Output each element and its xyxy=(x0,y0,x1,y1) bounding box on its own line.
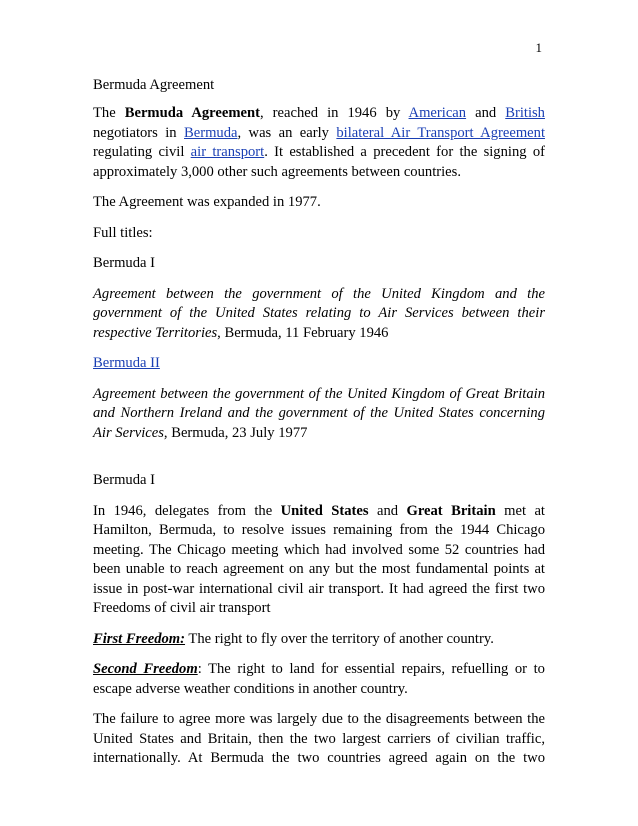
intro-text-4: negotiators in xyxy=(93,124,184,141)
link-british[interactable]: British xyxy=(505,105,545,121)
bermuda-1-heading: Bermuda I xyxy=(93,255,156,271)
failure-paragraph: The failure to agree more was largely due to the disagreements between the United States and Britain, then the two largest carriers of civilian traffic, internationally. At Bermuda the two countries agreed again on the two xyxy=(93,711,545,766)
second-freedom-text: : The right to land for essential repairs, refuelling or to escape adverse weather conditions in another country. xyxy=(93,661,545,697)
history-text-1: In 1946, delegates from the xyxy=(93,502,281,519)
section-heading-bermuda-1: Bermuda I xyxy=(93,472,156,488)
bermuda-2-heading xyxy=(93,354,545,374)
history-text-3: met at Hamilton, Bermuda, to resolve issues remaining from the 1944 Chicago meeting. The Chicago meeting which had involved some 52 countries had been unable to reach agreement on any but the most fundamental points at issue in post-war international civil air transport. It had agreed the first two Freedoms of civil air transport xyxy=(93,502,545,616)
intro-text-3: and xyxy=(466,105,506,121)
document-body xyxy=(93,104,545,780)
bermuda-2-title-italic: Agreement between the government of the United Kingdom of Great Britain and Northern Ireland and the government of the United States concerning Air Services xyxy=(93,385,545,441)
bermuda-2-full-title xyxy=(93,385,545,444)
full-titles-label: Full titles: xyxy=(93,224,153,241)
history-paragraph xyxy=(93,502,545,619)
second-freedom-paragraph xyxy=(93,660,545,699)
link-bilateral-air-transport-agreement[interactable]: bilateral Air Transport Agreement xyxy=(336,124,545,141)
bermuda-2-date: , Bermuda, 23 July 1977 xyxy=(163,424,308,441)
history-text-2: and xyxy=(368,502,407,519)
link-bermuda[interactable]: Bermuda xyxy=(184,124,238,141)
united-states-bold: United States xyxy=(280,502,369,519)
intro-text-2: , reached in 1946 by xyxy=(259,105,409,121)
document-page xyxy=(93,0,545,826)
first-freedom-label: First Freedom: xyxy=(93,630,186,647)
intro-paragraph xyxy=(93,104,545,182)
page-number: 1 xyxy=(535,40,542,55)
link-air-transport[interactable]: air transport xyxy=(190,144,265,160)
link-bermuda-ii[interactable]: Bermuda II xyxy=(93,355,160,371)
intro-text-6: regulating civil xyxy=(93,144,191,160)
intro-text-7: . It established a precedent for the signing of approximately 3,000 other such agreements between countries. xyxy=(93,144,545,180)
expanded-paragraph: The Agreement was expanded in 1977. xyxy=(93,194,321,210)
bermuda-1-full-title xyxy=(93,285,545,344)
bermuda-agreement-bold: Bermuda Agreement xyxy=(124,105,260,121)
bermuda-1-date: , Bermuda, 11 February 1946 xyxy=(217,324,389,341)
great-britain-bold: Great Britain xyxy=(406,502,496,519)
first-freedom-paragraph xyxy=(93,630,545,650)
link-american[interactable]: American xyxy=(408,105,467,121)
intro-text-5: , was an early xyxy=(237,124,337,141)
second-freedom-label: Second Freedom xyxy=(93,661,198,677)
bermuda-1-title-italic: Agreement between the government of the United Kingdom and the government of the United States relating to Air Services between their respective Territories xyxy=(93,285,545,341)
intro-text-1: The xyxy=(93,105,125,121)
first-freedom-text: The right to fly over the territory of another country. xyxy=(185,630,494,647)
document-title: Bermuda Agreement xyxy=(93,77,215,93)
